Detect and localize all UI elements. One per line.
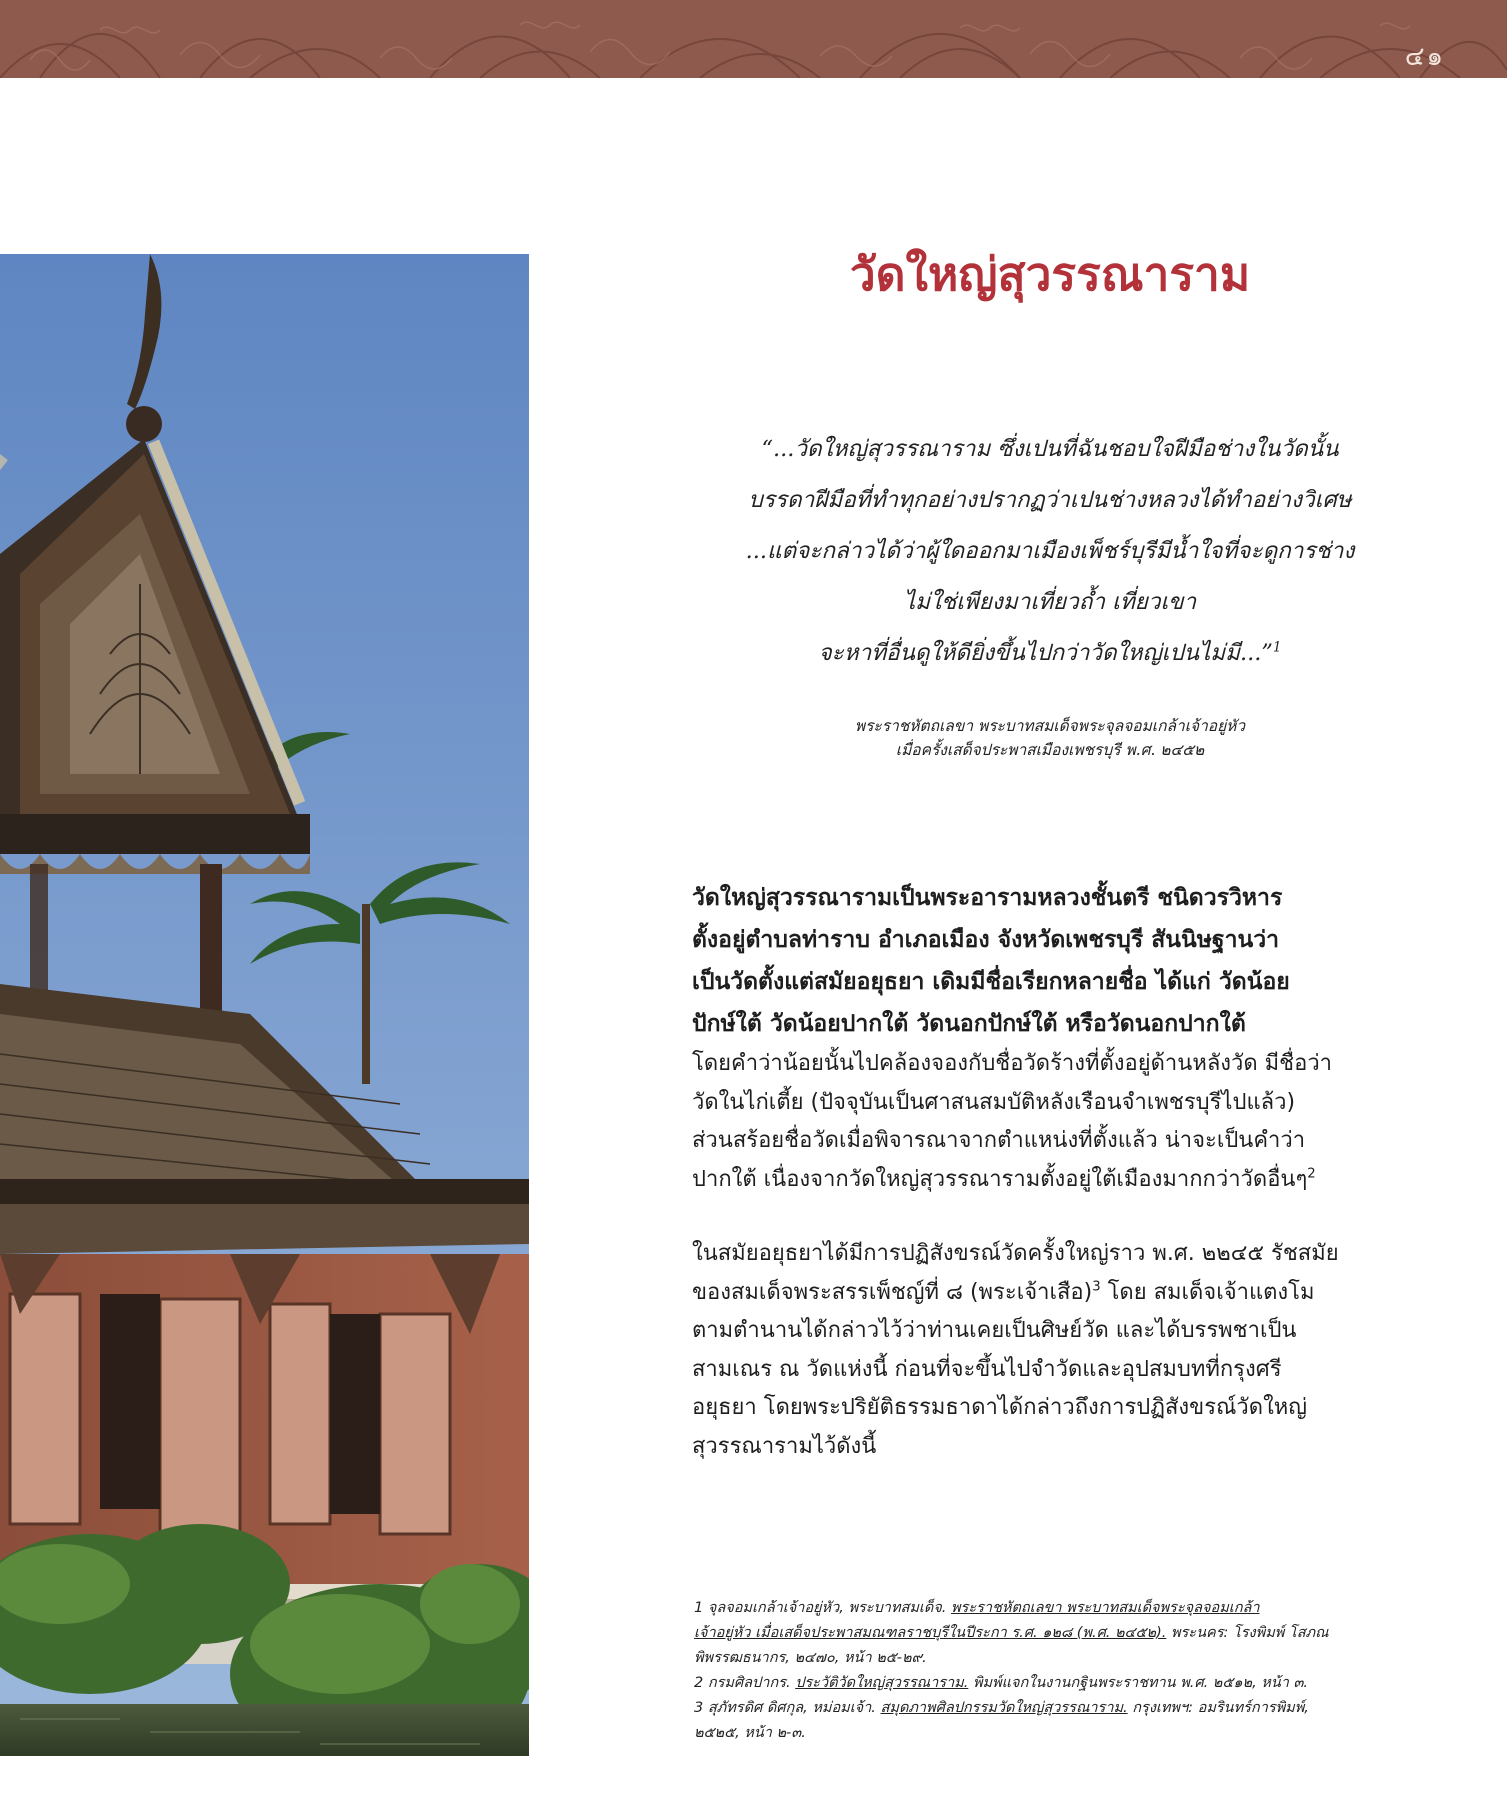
body-line: อยุธยา โดยพระปริยัติธรรมธาดาได้กล่าวถึงการปฏิสังขรณ์วัดใหญ่ [692,1395,1308,1420]
footnote-ref-2: 2 [1307,1166,1316,1182]
footnote-source-title: เจ้าอยู่หัว เมื่อเสด็จประพาสมณฑลราชบุรีในปีระกา ร.ศ. ๑๒๘ (พ.ศ. ๒๔๕๒). [694,1625,1167,1641]
temple-photo [0,254,529,1756]
body-line: ส่วนสร้อยชื่อวัดเมื่อพิจารณาจากตำแหน่งที่ตั้งแล้ว น่าจะเป็นคำว่า [692,1128,1306,1153]
attribution-line: เมื่อครั้งเสด็จประพาสเมืองเพชรบุรี พ.ศ. ๒๔๕๒ [895,741,1205,759]
body-line: ตามตำนานได้กล่าวไว้ว่าท่านเคยเป็นศิษย์วัด และได้บรรพชาเป็น [692,1318,1297,1343]
body-line-text: โดย สมเด็จเจ้าแตงโม [1100,1279,1315,1305]
body-line: สุวรรณารามไว้ดังนี้ [692,1433,877,1459]
quote-line: บรรดาฝีมือที่ทำทุกอย่างปรากฏว่าเปนช่างหลวงได้ทำอย่างวิเศษ [748,487,1352,513]
body-line-text: ของสมเด็จพระสรรเพ็ชญ์ที่ ๘ (พระเจ้าเสือ) [692,1279,1093,1305]
body-text [692,877,1408,1466]
footnote-text: 2 กรมศิลปากร. [694,1675,796,1691]
footnote-text: 1 จุลจอมเกล้าเจ้าอยู่หัว, พระบาทสมเด็จ. [694,1600,951,1616]
body-line [692,1274,1408,1313]
body-line-text: ปากใต้ เนื่องจากวัดใหญ่สุวรรณารามตั้งอยู่ใต้เมืองมากกว่าวัดอื่นๆ [692,1166,1308,1192]
footnote-2 [694,1671,1414,1696]
footnote-ref-1: 1 [1272,639,1282,656]
footnote-1-cont: พิพรรฒธนากร, ๒๔๗๐, หน้า ๒๕-๒๙. [694,1650,927,1666]
footnote-3-cont: ๒๕๒๕, หน้า ๒-๓. [694,1725,806,1741]
body-line [692,1161,1408,1200]
body-line: สามเณร ณ วัดแห่งนี้ ก่อนที่จะขึ้นไปจำวัดและอุปสมบทที่กรุงศรี [692,1356,1282,1382]
body-line: ในสมัยอยุธยาได้มีการปฏิสังขรณ์วัดครั้งใหญ่ราว พ.ศ. ๒๒๔๕ รัชสมัย [692,1241,1339,1266]
footnote-source-title: สมุดภาพศิลปกรรมวัดใหญ่สุวรรณาราม. [880,1700,1128,1716]
body-line-bold: ตั้งอยู่ตำบลท่าราบ อำเภอเมือง จังหวัดเพชรบุรี สันนิษฐานว่า [692,927,1280,953]
quote-line: ไม่ใช่เพียงมาเที่ยวถ้ำ เที่ยวเขา [903,589,1197,615]
quote-line [680,628,1420,679]
footnote-1 [694,1596,1414,1621]
body-line-bold: ปักษ์ใต้ วัดน้อยปากใต้ วัดนอกปักษ์ใต้ หรือวัดนอกปากใต้ [692,1011,1246,1037]
attribution-line: พระราชหัตถเลขา พระบาทสมเด็จพระจุลจอมเกล้าเจ้าอยู่หัว [854,717,1246,735]
quote-line-text: จะหาที่อื่นดูให้ดียิ่งขึ้นไปกว่าวัดใหญ่เปนไม่มี...” [818,640,1273,666]
quote-line: ...แต่จะกล่าวได้ว่าผู้ใดออกมาเมืองเพ็ชร์บุรีมีน้ำใจที่จะดูการช่าง [745,538,1355,564]
footnote-text: พระนคร: โรงพิมพ์ โสภณ [1166,1625,1329,1641]
footnote-3 [694,1696,1414,1721]
footnote-source-title: ประวัติวัดใหญ่สุวรรณาราม. [795,1675,969,1691]
footnotes [694,1596,1414,1746]
footnote-text: พิมพ์แจกในงานกฐินพระราชทาน พ.ศ. ๒๕๑๒, หน้า ๓. [968,1675,1309,1691]
quote-line: “...วัดใหญ่สุวรรณาราม ซึ่งเปนที่ฉันชอบใจฝีมือช่างในวัดนั้น [761,436,1339,462]
ornament-pattern [0,0,1507,78]
quote-attribution [690,714,1410,762]
body-line: โดยคำว่าน้อยนั้นไปคล้องจองกับชื่อวัดร้างที่ตั้งอยู่ด้านหลังวัด มีชื่อว่า [692,1051,1333,1076]
body-line-bold: วัดใหญ่สุวรรณารามเป็นพระอารามหลวงชั้นตรี ชนิดวรวิหาร [692,885,1283,911]
paragraph-gap [692,1199,1408,1235]
footnote-ref-3: 3 [1092,1279,1101,1295]
temple-photo-icon [0,254,529,1756]
footnote-text: กรุงเทพฯ: อมรินทร์การพิมพ์, [1127,1700,1309,1716]
body-line-bold: เป็นวัดตั้งแต่สมัยอยุธยา เดิมมีชื่อเรียกหลายชื่อ ได้แก่ วัดน้อย [692,969,1290,995]
page-number: ๔๑ [1404,42,1445,72]
footnote-text: 3 สุภัทรดิศ ดิศกุล, หม่อมเจ้า. [694,1700,881,1716]
royal-quote [680,424,1420,679]
header-ornament-band [0,0,1507,78]
footnote-1-cont [694,1621,1414,1646]
page-title: วัดใหญ่สุวรรณาราม [849,247,1251,301]
footnote-source-title: พระราชหัตถเลขา พระบาทสมเด็จพระจุลจอมเกล้า [951,1600,1260,1616]
body-line: วัดในไก่เตี้ย (ปัจจุบันเป็นศาสนสมบัติหลังเรือนจำเพชรบุรีไปแล้ว) [692,1089,1296,1115]
